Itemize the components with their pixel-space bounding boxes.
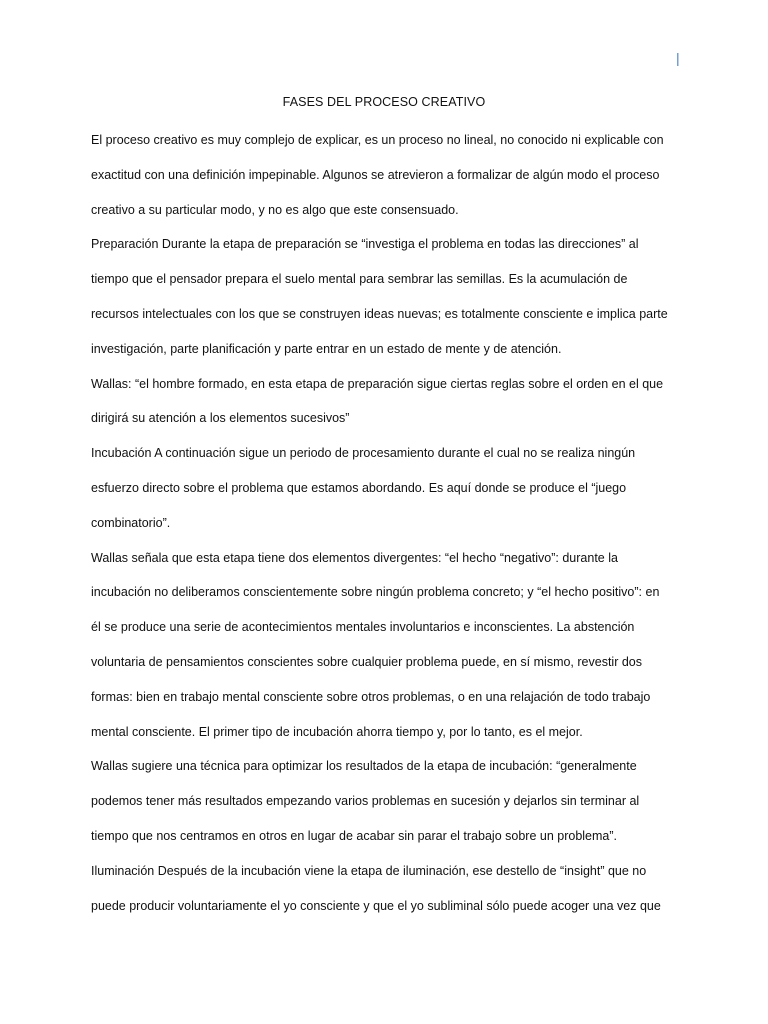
document-body [91,123,685,923]
body-text-line: El proceso creativo es muy complejo de explicar, es un proceso no lineal, no conocido ni explicable con [91,133,664,147]
body-text-line: investigación, parte planificación y parte entrar en un estado de mente y de atención. [91,341,562,356]
body-text-line: Wallas sugiere una técnica para optimizar los resultados de la etapa de incubación: “generalmente [91,759,637,774]
document-title: FASES DEL PROCESO CREATIVO [282,95,486,109]
body-text-line: Incubación A continuación sigue un periodo de procesamiento durante el cual no se realiza ningún [91,446,636,461]
body-text-line: Iluminación Después de la incubación viene la etapa de iluminación, ese destello de “insight” que no [91,863,647,878]
body-text-line: él se produce una serie de acontecimientos mentales involuntarios e inconscientes. La abstención [91,620,635,635]
body-text-line: puede producir voluntariamente el yo consciente y que el yo subliminal sólo puede acoger una vez que [91,898,661,913]
body-text-line: podemos tener más resultados empezando varios problemas en sucesión y dejarlos sin terminar al [91,794,640,809]
body-text-line: Preparación Durante la etapa de preparación se “investiga el problema en todas las direcciones” al [91,237,639,252]
body-text-line: tiempo que nos centramos en otros en lugar de acabar sin parar el trabajo sobre un problema”. [91,828,617,843]
body-text-line: incubación no deliberamos conscientemente sobre ningún problema concreto; y “el hecho positivo”: en [91,585,660,600]
body-text-line: Wallas: “el hombre formado, en esta etapa de preparación sigue ciertas reglas sobre el orden en el que [91,376,664,391]
body-text-line: creativo a su particular modo, y no es algo que este consensuado. [91,202,459,217]
body-text-line: tiempo que el pensador prepara el suelo mental para sembrar las semillas. Es la acumulación de [91,272,628,287]
body-text-line: exactitud con una definición impepinable. Algunos se atrevieron a formalizar de algún modo el proceso [91,167,660,182]
body-text-line: formas: bien en trabajo mental consciente sobre otros problemas, o en una relajación de todo trabajo [91,689,651,704]
body-text-line: Wallas señala que esta etapa tiene dos elementos divergentes: “el hecho “negativo”: durante la [91,550,618,565]
body-text-line: mental consciente. El primer tipo de incubación ahorra tiempo y, por lo tanto, es el mejor. [91,724,583,739]
body-text-line: combinatorio”. [91,515,171,530]
page-number-marker: | [676,50,680,66]
body-text-line: recursos intelectuales con los que se construyen ideas nuevas; es totalmente consciente e implica parte [91,306,668,321]
body-text-line: dirigirá su atención a los elementos sucesivos” [91,411,350,426]
body-text-line: esfuerzo directo sobre el problema que estamos abordando. Es aquí donde se produce el “juego [91,480,627,495]
body-text-line: voluntaria de pensamientos conscientes sobre cualquier problema puede, en sí mismo, revestir dos [91,654,642,669]
